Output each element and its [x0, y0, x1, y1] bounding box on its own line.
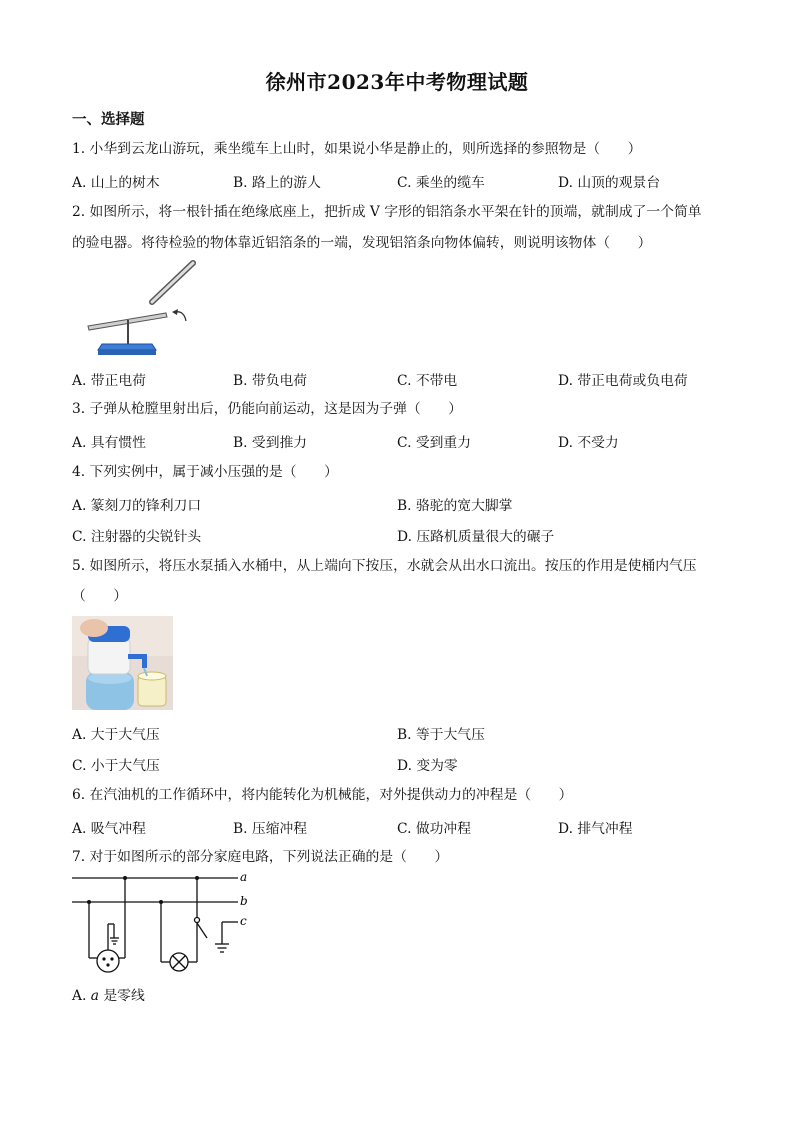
q3-option-d: D. 不受力: [558, 435, 619, 451]
question-5-stem-line2: （ ）: [72, 588, 128, 604]
q5-option-a: A. 大于大气压: [72, 727, 160, 743]
q6-option-a: A. 吸气冲程: [72, 821, 146, 837]
question-3-stem: 3. 子弹从枪膛里射出后，仍能向前运动，这是因为子弹（ ）: [72, 401, 463, 417]
question-4-stem: 4. 下列实例中，属于减小压强的是（ ）: [72, 464, 338, 480]
question-2-stem-line2: 的验电器。将待检验的物体靠近铝箔条的一端，发现铝箔条向物体偏转，则说明该物体（ ）: [72, 235, 652, 251]
question-6-stem: 6. 在汽油机的工作循环中，将内能转化为机械能，对外提供动力的冲程是（ ）: [72, 787, 573, 803]
question-7-stem: 7. 对于如图所示的部分家庭电路，下列说法正确的是（ ）: [72, 849, 449, 865]
water-pump-photo: [72, 616, 173, 710]
wire-label-c: c: [240, 914, 247, 928]
q1-option-a: A. 山上的树木: [72, 175, 160, 191]
q3-option-b: B. 受到推力: [233, 435, 308, 451]
q5-option-c: C. 小于大气压: [72, 758, 160, 774]
q1-option-b: B. 路上的游人: [233, 175, 321, 191]
question-2-stem-line1: 2. 如图所示，将一根针插在绝缘底座上，把折成 V 字形的铝箔条水平架在针的顶端，就制成了一个简单: [72, 204, 702, 220]
q4-option-a: A. 篆刻刀的锋利刀口: [72, 498, 202, 514]
q6-option-b: B. 压缩冲程: [233, 821, 308, 837]
q2-option-a: A. 带正电荷: [72, 373, 146, 389]
wire-label-b: b: [240, 894, 248, 908]
household-circuit-figure: [72, 868, 252, 978]
q2-option-c: C. 不带电: [397, 373, 458, 389]
q4-option-b: B. 骆驼的宽大脚掌: [397, 498, 513, 514]
electroscope-figure: [80, 258, 210, 358]
q4-option-c: C. 注射器的尖锐针头: [72, 529, 202, 545]
wire-label-a: a: [240, 870, 248, 884]
q1-option-c: C. 乘坐的缆车: [397, 175, 485, 191]
question-5-stem-line1: 5. 如图所示，将压水泵插入水桶中，从上端向下按压，水就会从出水口流出。按压的作用是使桶内气压: [72, 558, 697, 574]
section-heading: 一、选择题: [72, 111, 145, 128]
page-title: 徐州市2023年中考物理试题: [265, 70, 529, 94]
q6-option-c: C. 做功冲程: [397, 821, 472, 837]
q1-option-d: D. 山顶的观景台: [558, 175, 661, 191]
q4-option-d: D. 压路机质量很大的碾子: [397, 529, 555, 545]
q5-option-d: D. 变为零: [397, 758, 458, 774]
q5-option-b: B. 等于大气压: [397, 727, 485, 743]
q2-option-d: D. 带正电荷或负电荷: [558, 373, 688, 389]
question-1-stem: 1. 小华到云龙山游玩，乘坐缆车上山时，如果说小华是静止的，则所选择的参照物是（ ）: [72, 141, 642, 157]
q7-option-a: A. a 是零线: [72, 988, 145, 1004]
q3-option-c: C. 受到重力: [397, 435, 472, 451]
q6-option-d: D. 排气冲程: [558, 821, 633, 837]
q3-option-a: A. 具有惯性: [72, 435, 146, 451]
q7-option-a-variable: a: [90, 988, 99, 1004]
q2-option-b: B. 带负电荷: [233, 373, 308, 389]
